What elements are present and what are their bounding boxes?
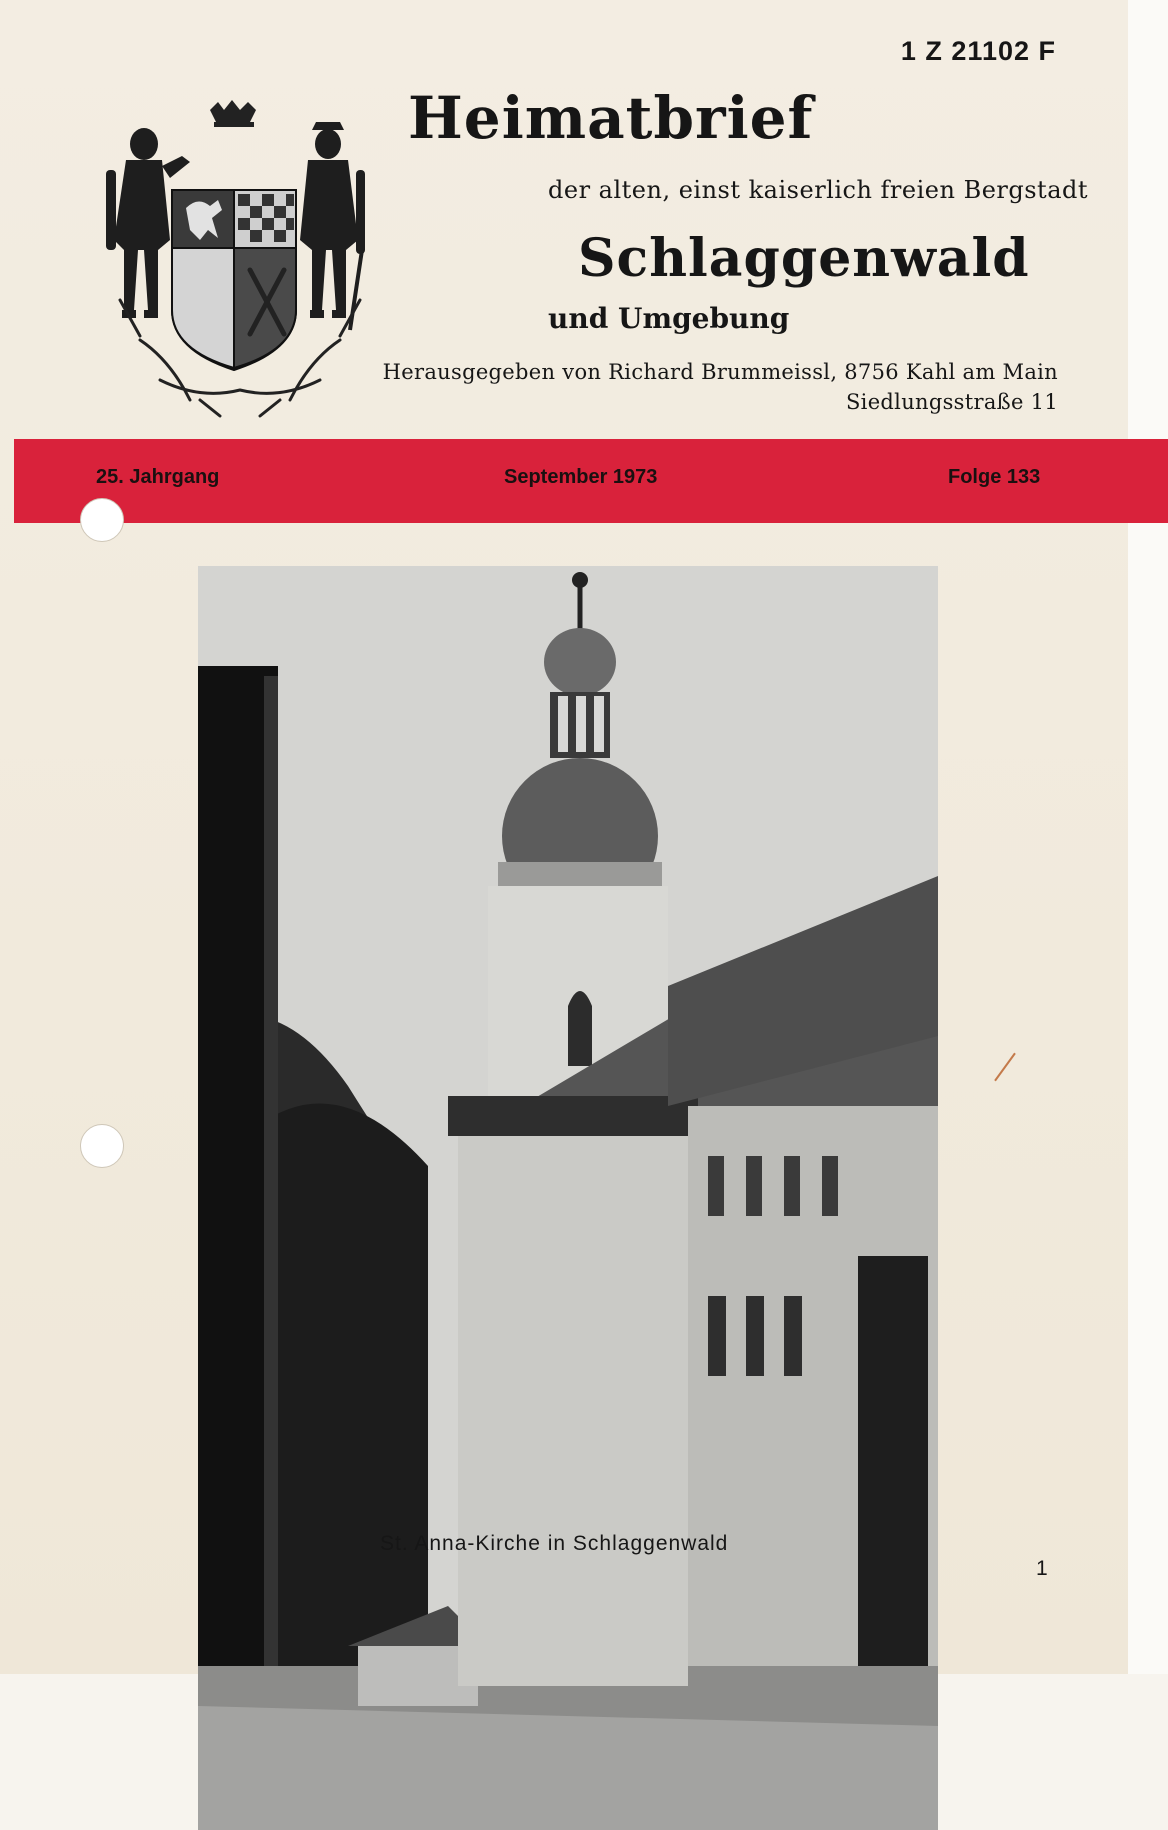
document-code: 1 Z 21102 F xyxy=(900,36,1056,66)
scan-margin xyxy=(1128,0,1168,1674)
coat-of-arms-illustration xyxy=(100,100,380,420)
masthead-title: Heimatbrief xyxy=(408,84,814,152)
town-name: Schlaggenwald xyxy=(578,228,1030,289)
issue-date: September 1973 xyxy=(504,466,658,488)
volume-label: 25. Jahrgang xyxy=(96,466,220,488)
masthead-subtitle: der alten, einst kaiserlich freien Bergstadt xyxy=(548,176,1089,204)
region-line: und Umgebung xyxy=(548,302,790,335)
publisher-line: Herausgegeben von Richard Brummeissl, 8756 Kahl am Main xyxy=(382,360,1058,384)
photo-caption: St. Anna-Kirche in Schlaggenwald xyxy=(380,1532,729,1555)
punch-hole-top xyxy=(80,498,124,542)
publisher-address: Siedlungsstraße 11 xyxy=(846,390,1058,414)
page-number: 1 xyxy=(1036,1557,1048,1580)
issue-number: Folge 133 xyxy=(948,466,1041,488)
punch-hole-bottom xyxy=(80,1124,124,1168)
church-photograph-content xyxy=(198,566,938,1830)
